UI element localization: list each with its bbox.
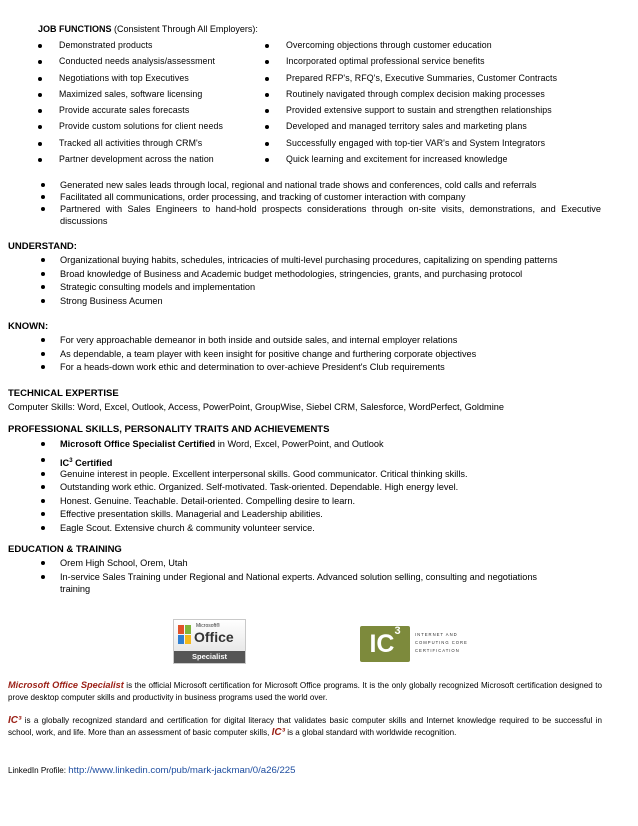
bullet-icon [38, 125, 42, 129]
list-item: Orem High School, Orem, Utah [0, 557, 638, 571]
bullet-icon [38, 142, 42, 146]
list-item [0, 452, 638, 468]
list-item: Honest. Genuine. Teachable. Detail-oriented. Compelling desire to learn. [0, 495, 638, 509]
job-functions-header [38, 24, 258, 34]
bullet-icon [38, 77, 42, 81]
list-item: In-service Sales Training under Regional and National experts. Advanced solution selling, consulting and negotiations training [0, 571, 638, 595]
list-item: For a heads-down work ethic and determination to over-achieve President's Club requirements [0, 361, 638, 375]
bullet-icon [41, 365, 45, 369]
linkedin-line [8, 765, 295, 776]
list-item: Facilitated all communications, order processing, and tracking of customer interaction with company [0, 191, 638, 203]
bullet-icon [38, 93, 42, 97]
professional-heading: PROFESSIONAL SKILLS, PERSONALITY TRAITS AND ACHIEVEMENTS [8, 424, 330, 435]
list-item: Strategic consulting models and implementation [0, 281, 638, 295]
microsoft-office-specialist-logo [173, 619, 246, 664]
job-functions-right-column [265, 40, 565, 170]
list-item: Provided extensive support to sustain and strengthen relationships [265, 105, 565, 121]
bullet-icon [265, 158, 269, 162]
bullet-icon [41, 285, 45, 289]
bullet-icon [41, 299, 45, 303]
bullet-icon [265, 109, 269, 113]
bullet-icon [265, 44, 269, 48]
list-item: Tracked all activities through CRM's [38, 138, 338, 154]
office-logo-specialist: Specialist [174, 651, 245, 663]
list-item: Microsoft Office Specialist Certified in Word, Excel, PowerPoint, and Outlook [0, 438, 638, 452]
job-functions-heading: JOB FUNCTIONS [38, 24, 112, 34]
list-item: Effective presentation skills. Managerial and Leadership abilities. [0, 508, 638, 522]
bullet-icon [41, 485, 45, 489]
bullet-icon [265, 142, 269, 146]
bullet-icon [38, 44, 42, 48]
ic3-logo-mark: $IC^3$ [360, 626, 410, 662]
bullet-icon [41, 575, 45, 579]
list-item: Strong Business Acumen [0, 295, 638, 309]
list-item: Maximized sales, software licensing [38, 89, 338, 105]
bullet-icon [41, 472, 45, 476]
list-item: Negotiations with top Executives [38, 73, 338, 89]
bullet-icon [265, 77, 269, 81]
professional-list [0, 438, 638, 535]
linkedin-label: LinkedIn Profile: [8, 766, 67, 775]
list-item: Overcoming objections through customer education [265, 40, 565, 56]
mos-certified-label: Microsoft Office Specialist Certified [60, 439, 216, 449]
list-item: Quick learning and excitement for increased knowledge [265, 154, 565, 170]
bullet-icon [41, 183, 45, 187]
list-item: Successfully engaged with top-tier VAR's and System Integrators [265, 138, 565, 154]
ic3-logo-text: INTERNET AND COMPUTING CORE CERTIFICATION [415, 632, 468, 653]
bullet-icon [41, 272, 45, 276]
bullet-icon [41, 352, 45, 356]
known-heading: KNOWN: [8, 321, 49, 332]
bullet-icon [41, 526, 45, 530]
list-item: Partnered with Sales Engineers to hand-hold prospects considerations through on-site visits, demonstrations, and Executive discussions [0, 203, 638, 227]
known-list [0, 334, 638, 375]
job-functions-subheading: (Consistent Through All Employers): [114, 24, 258, 34]
list-item: Demonstrated products [38, 40, 338, 56]
bullet-icon [38, 109, 42, 113]
list-item: Generated new sales leads through local, regional and national trade shows and conferences, cold calls and referrals [0, 179, 638, 191]
list-item: Routinely navigated through complex decision making processes [265, 89, 565, 105]
education-list [0, 557, 638, 595]
bullet-icon [41, 499, 45, 503]
list-item: Prepared RFP's, RFQ's, Executive Summaries, Customer Contracts [265, 73, 565, 89]
list-item: Provide custom solutions for client needs [38, 121, 338, 137]
list-item: Developed and managed territory sales and marketing plans [265, 121, 565, 137]
list-item: As dependable, a team player with keen insight for positive change and furthering corporate objectives [0, 348, 638, 362]
bullet-icon [265, 125, 269, 129]
understand-heading: UNDERSTAND: [8, 241, 77, 252]
bullet-icon [41, 442, 45, 446]
mos-description: Microsoft Office Specialist is the official Microsoft certification for Microsoft Office programs. It is the only globally recognized Microsoft certification designed to prove desktop computer skills and productivity in business programs used the world over. [8, 680, 603, 703]
list-item: Provide accurate sales forecasts [38, 105, 338, 121]
education-heading: EDUCATION & TRAINING [8, 544, 122, 555]
bullet-icon [38, 158, 42, 162]
bullet-icon [41, 195, 45, 199]
list-item: Organizational buying habits, schedules, intricacies of multi-level purchasing procedures, capitalizing on spending patterns [0, 254, 638, 268]
bullet-icon [41, 561, 45, 565]
bullet-icon [41, 258, 45, 262]
office-icon [178, 625, 192, 645]
bullet-icon [41, 207, 45, 211]
bullet-icon [38, 60, 42, 64]
list-item: For very approachable demeanor in both inside and outside sales, and internal employer relations [0, 334, 638, 348]
bullet-icon [41, 338, 45, 342]
office-logo-microsoft: Microsoft® [196, 623, 220, 629]
job-functions-extra-list [0, 179, 638, 227]
list-item: Broad knowledge of Business and Academic budget methodologies, stringencies, grants, and purchasing protocol [0, 268, 638, 282]
ic3-certified-label: $IC^3$ Certified [60, 457, 113, 468]
list-item: Incorporated optimal professional service benefits [265, 56, 565, 72]
linkedin-link[interactable]: http://www.linkedin.com/pub/mark-jackman/0/a26/225 [68, 765, 296, 776]
list-item: Eagle Scout. Extensive church & community volunteer service. [0, 522, 638, 536]
ic3-description: IC³ is a globally recognized standard and certification for digital literacy that validates basic computer skills and Internet knowledge required to be successful in school, work, and life. More than an assessment of basic computer skills, IC³ is a global standard with worldwide recognition. [8, 715, 602, 739]
list-item: Partner development across the nation [38, 154, 338, 170]
list-item: Genuine interest in people. Excellent interpersonal skills. Good communicator. Critical thinking skills. [0, 468, 638, 482]
office-logo-word: Office [194, 629, 234, 645]
technical-heading: TECHNICAL EXPERTISE [8, 388, 119, 399]
bullet-icon [41, 512, 45, 516]
bullet-icon [41, 458, 45, 462]
understand-list [0, 254, 638, 308]
list-item: Conducted needs analysis/assessment [38, 56, 338, 72]
bullet-icon [265, 93, 269, 97]
list-item: Outstanding work ethic. Organized. Self-motivated. Task-oriented. Dependable. High energy level. [0, 481, 638, 495]
bullet-icon [265, 60, 269, 64]
computer-skills: Computer Skills: Word, Excel, Outlook, Access, PowerPoint, GroupWise, Siebel CRM, Salesforce, WordPerfect, Goldmine [8, 402, 504, 412]
